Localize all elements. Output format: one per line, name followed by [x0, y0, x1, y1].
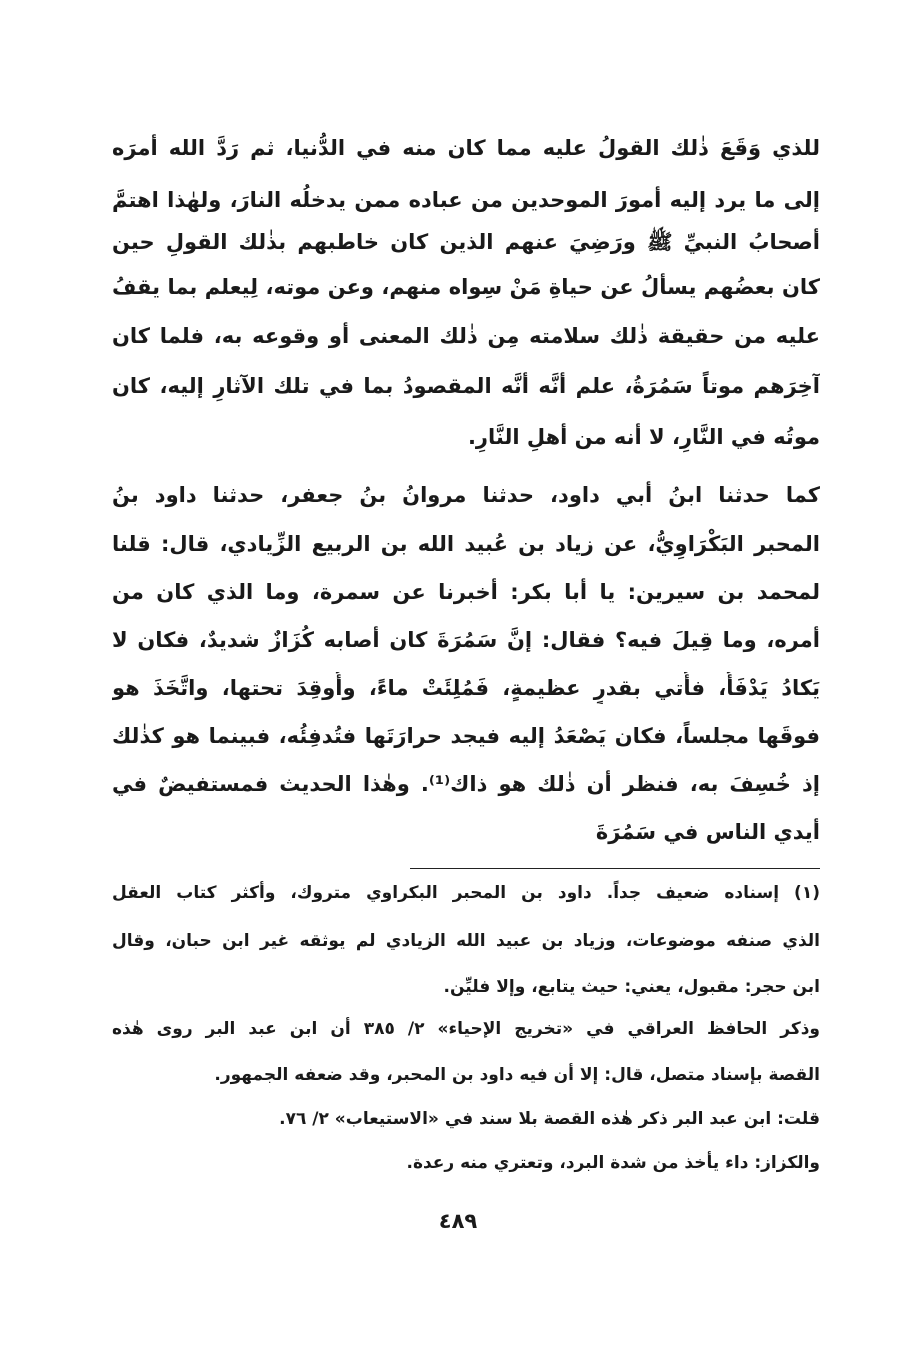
main-text-line: المحبر البَكْرَاوِيُّ، عن زياد بن عُبيد الله بن الربيع الزِّيادي، قال: قلنا	[112, 532, 820, 556]
main-text-line: أيدي الناس في سَمُرَةَ	[595, 820, 820, 844]
footnote-line: قلت: ابن عبد البر ذكر هٰذه القصة بلا سند في «الاستيعاب» ٢/ ٧٦.	[279, 1109, 820, 1129]
main-text-line: أصحابُ النبيِّ ﷺ ورَضِيَ عنهم الذين كان خاطبهم بذٰلك القولِ حين	[112, 230, 820, 254]
main-text-line: إلى ما يرد إليه أمورَ الموحدين من عباده ممن يدخلُه النارَ، ولهٰذا اهتمَّ	[112, 188, 820, 212]
main-text-line: كما حدثنا ابنُ أبي داود، حدثنا مروانُ بنُ جعفر، حدثنا داود بنُ	[112, 483, 820, 507]
page-number: ٤٨٩	[438, 1209, 478, 1233]
main-text-line: آخِرَهم موتاً سَمُرَةُ، علم أنَّه أنَّه المقصودُ بما في تلك الآثارِ إليه، كان	[112, 374, 820, 398]
main-text-line: فوقَها مجلساً، فكان يَصْعَدُ إليه فيجد حرارَتَها فتُدفِئُه، فبينما هو كذٰلك	[112, 724, 820, 748]
footnote-line: (١) إسناده ضعيف جداً. داود بن المحبر البكراوي متروك، وأكثر كتاب العقل	[112, 883, 820, 903]
main-text-line: للذي وَقَعَ ذٰلك القولُ عليه مما كان منه في الدُّنيا، ثم رَدَّ الله أمرَه	[112, 136, 820, 160]
footnote-line: القصة بإسناد متصل، قال: إلا أن فيه داود بن المحبر، وقد ضعفه الجمهور.	[214, 1065, 820, 1085]
footnote-line: وذكر الحافظ العراقي في «تخريج الإحياء» ٢/ ٣٨٥ أن ابن عبد البر روى هٰذه	[112, 1019, 820, 1039]
footnote-line: الذي صنفه موضوعات، وزياد بن عبيد الله الزيادي لم يوثقه غير ابن حبان، وقال	[112, 931, 820, 951]
main-text-line: أمره، وما قِيلَ فيه؟ فقال: إنَّ سَمُرَةَ كان أصابه كُزَازٌ شديدٌ، فكان لا	[112, 628, 820, 652]
main-text-line: يَكادُ يَدْفَأُ، فأُتي بقدرٍ عظيمةٍ، فَمُلِئَتْ ماءً، وأُوقِدَ تحتها، واتَّخَذَ هو	[112, 676, 820, 700]
main-text-line: عليه من حقيقة ذٰلك سلامته مِن ذٰلك المعنى أو وقوعه به، فلما كان	[112, 324, 820, 348]
main-text-line: إذ خُسِفَ به، فنظر أن ذٰلك هو ذاك⁽¹⁾. وهٰذا الحديث فمستفيضٌ في	[112, 772, 820, 796]
main-text-line: كان بعضُهم يسألُ عن حياةِ مَنْ سِواه منهم، وعن موته، لِيعلم بما يقفُ	[112, 275, 820, 299]
footnote-line: ابن حجر: مقبول، يعني: حيث يتابع، وإلا فليِّن.	[443, 977, 820, 997]
footnote-line: والكزاز: داء يأخذ من شدة البرد، وتعتري منه رعدة.	[406, 1153, 820, 1173]
footnote-separator	[410, 868, 820, 869]
main-text-line: لمحمد بن سيرين: يا أبا بكر: أخبرنا عن سمرة، وما الذي كان من	[112, 580, 820, 604]
main-text-line: موتُه في النَّارِ، لا أنه من أهلِ النَّارِ.	[467, 425, 820, 449]
